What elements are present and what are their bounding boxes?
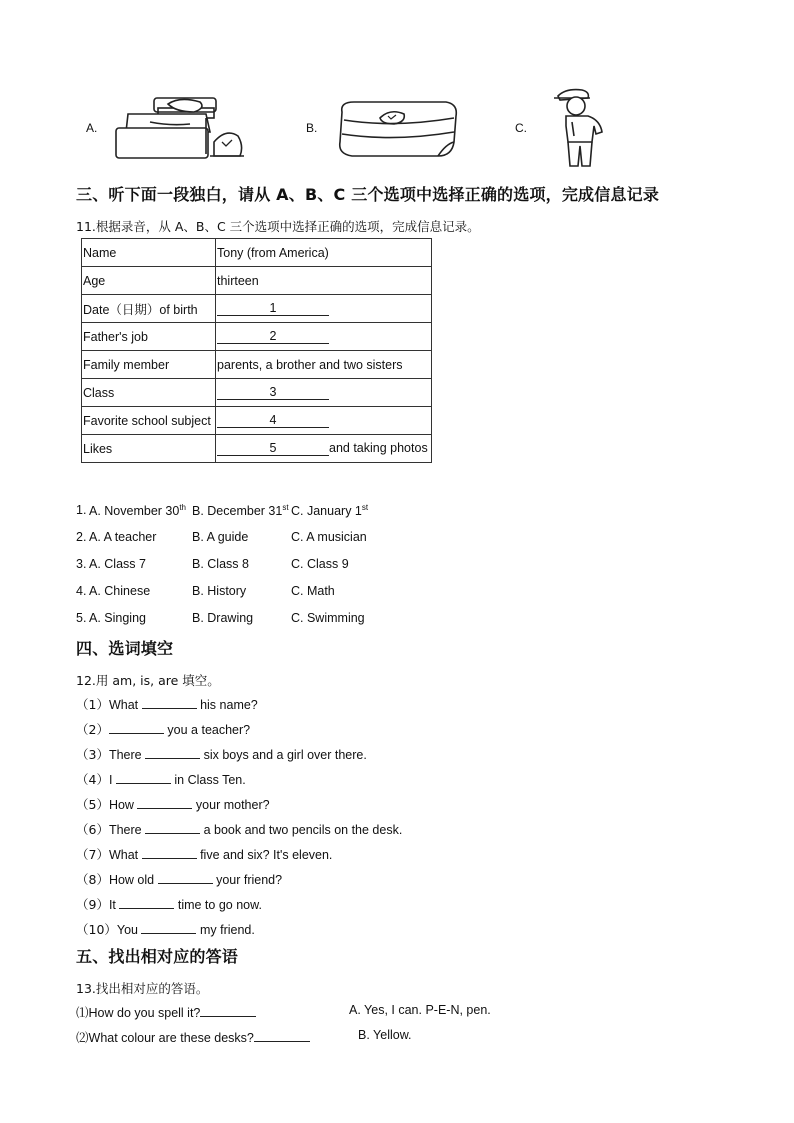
fill-item-after: time to go now. [174, 898, 262, 912]
choice-option-c-text: C. Swimming [291, 611, 365, 625]
info-table-value: Tony (from America) [216, 239, 432, 267]
fill-item-after: your friend? [212, 873, 283, 887]
fill-blank[interactable] [116, 771, 171, 784]
match-blank[interactable] [254, 1029, 310, 1042]
fill-item-number: （10） [76, 922, 117, 937]
fill-blank[interactable] [137, 796, 192, 809]
answer-blank[interactable]: 1 [217, 301, 329, 316]
info-table-row [82, 267, 432, 295]
info-table-value [216, 435, 432, 463]
fill-item-before: There [108, 748, 146, 762]
fill-item-number: （4） [76, 772, 109, 787]
info-table-label: Likes [82, 435, 216, 463]
info-record-table [81, 238, 432, 463]
info-table-label: Father's job [82, 323, 216, 351]
fill-blank[interactable] [119, 896, 174, 909]
section-3-title: 三、听下面一段独白，请从 A、B、C 三个选项中选择正确的选项，完成信息记录 [76, 185, 660, 204]
boy-with-cap-illustration [550, 86, 610, 170]
match-answer: A. Yes, I can. P-E-N, pen. [349, 1003, 491, 1017]
fill-item-after: a book and two pencils on the desk. [200, 823, 403, 837]
fill-item [76, 845, 332, 863]
info-table-value [216, 407, 432, 435]
fill-item-number: （8） [76, 872, 109, 887]
choice-option-a-text: A. Singing [89, 611, 146, 625]
fill-item-after: my friend. [196, 923, 255, 937]
choice-option-c-text: C. Class 9 [291, 557, 349, 571]
fill-blank[interactable] [142, 846, 197, 859]
choice-option-a[interactable] [89, 530, 156, 544]
choice-option-c-text: C. January 1 [291, 504, 362, 519]
fill-item-number: （9） [76, 897, 109, 912]
match-item [76, 1028, 310, 1046]
fill-blank[interactable] [158, 871, 213, 884]
choice-option-a-text: A. A teacher [89, 530, 157, 544]
answer-blank[interactable]: 3 [217, 385, 329, 400]
fill-item [76, 920, 255, 938]
fill-item-after: six boys and a girl over there. [200, 748, 367, 762]
choice-option-b[interactable] [192, 611, 253, 625]
fill-item [76, 695, 258, 713]
section-5-title: 五、找出相对应的答语 [76, 947, 239, 966]
bed-and-cap-illustration [110, 94, 250, 164]
info-table-value [216, 295, 432, 323]
info-table-value: parents, a brother and two sisters [216, 351, 432, 379]
info-table-row [82, 407, 432, 435]
choice-option-a-text: A. Chinese [89, 584, 151, 598]
choice-option-b[interactable] [192, 530, 248, 544]
info-table-row [82, 435, 432, 463]
choice-option-c[interactable] [291, 530, 367, 544]
choice-number: 1. [76, 503, 87, 517]
fill-item-before: How [108, 798, 138, 812]
fill-item-number: （2） [76, 722, 109, 737]
choice-option-b-text: B. A guide [192, 530, 249, 544]
choice-option-b-superscript: st [282, 503, 289, 512]
choice-option-a[interactable] [89, 557, 146, 571]
folded-quilt-illustration [334, 98, 462, 162]
fill-blank[interactable] [109, 721, 164, 734]
question-13-text: 13.找出相对应的答语。 [76, 981, 209, 996]
answer-blank[interactable]: 4 [217, 413, 329, 428]
choice-option-c[interactable] [291, 584, 335, 598]
choice-option-a-text: A. Class 7 [89, 557, 146, 571]
fill-item-before: What [108, 698, 142, 712]
match-item [76, 1003, 256, 1021]
fill-item-after: his name? [196, 698, 258, 712]
info-table-label: Class [82, 379, 216, 407]
choice-option-c-superscript: st [361, 503, 369, 512]
fill-item-number: （7） [76, 847, 109, 862]
info-table-value: thirteen [216, 267, 432, 295]
info-table-label: Age [82, 267, 216, 295]
choice-option-c[interactable] [291, 503, 368, 518]
fill-item-number: （6） [76, 822, 109, 837]
answer-blank[interactable]: 5 [217, 441, 329, 456]
fill-item-after: five and six? It's eleven. [196, 848, 333, 862]
fill-item-number: （1） [76, 697, 109, 712]
fill-item [76, 720, 250, 738]
fill-item-before: What [108, 848, 142, 862]
match-answer: B. Yellow. [358, 1028, 412, 1042]
choice-option-b-text: B. December 31 [192, 504, 283, 519]
info-table-row [82, 351, 432, 379]
match-item-question: What colour are these desks? [88, 1031, 254, 1045]
fill-item-before: How old [108, 873, 158, 887]
match-blank[interactable] [200, 1004, 256, 1017]
choice-number: 4. [76, 584, 87, 598]
choice-option-a[interactable] [89, 503, 186, 518]
info-table-row [82, 379, 432, 407]
fill-item-number: （5） [76, 797, 109, 812]
choice-option-c[interactable] [291, 611, 365, 625]
choice-option-a-text: A. November 30 [89, 504, 180, 519]
choice-option-b-text: B. Class 8 [192, 557, 249, 571]
fill-item-number: （3） [76, 747, 109, 762]
match-item-question: How do you spell it? [88, 1006, 201, 1020]
fill-item-before: There [108, 823, 146, 837]
choice-option-b[interactable] [192, 503, 289, 518]
fill-item [76, 895, 262, 913]
info-table-label: Favorite school subject [82, 407, 216, 435]
choice-option-c-text: C. A musician [291, 530, 367, 544]
option-c-label: C. [515, 121, 527, 135]
option-b-label: B. [306, 121, 318, 135]
choice-option-b-text: B. History [192, 584, 247, 598]
choice-option-b-text: B. Drawing [192, 611, 254, 625]
answer-blank[interactable]: 2 [217, 329, 329, 344]
fill-blank[interactable] [145, 821, 200, 834]
option-a-label: A. [86, 121, 98, 135]
question-12-text: 12.用 am, is, are 填空。 [76, 673, 220, 688]
fill-item-before: It [108, 898, 120, 912]
info-table-value [216, 323, 432, 351]
fill-item-after: in Class Ten. [170, 773, 246, 787]
info-table-label: Name [82, 239, 216, 267]
choice-option-c-text: C. Math [291, 584, 335, 598]
choice-number: 3. [76, 557, 87, 571]
info-table-row [82, 295, 432, 323]
choice-option-b[interactable] [192, 584, 246, 598]
info-table-value [216, 379, 432, 407]
fill-item-after: your mother? [192, 798, 270, 812]
info-table-row [82, 323, 432, 351]
fill-item [76, 745, 367, 763]
fill-blank[interactable] [145, 746, 200, 759]
choice-option-c[interactable] [291, 557, 349, 571]
choice-number: 5. [76, 611, 87, 625]
info-table-label: Date（日期）of birth [82, 295, 216, 323]
choice-option-a-superscript: th [179, 503, 186, 512]
fill-item [76, 770, 246, 788]
fill-item [76, 870, 282, 888]
question-11-text: 11.根据录音，从 A、B、C 三个选项中选择正确的选项，完成信息记录。 [76, 219, 480, 234]
fill-item-before: I [108, 773, 116, 787]
info-table-suffix: and taking photos [329, 441, 428, 455]
fill-item-after: you a teacher? [163, 723, 251, 737]
choice-number: 2. [76, 530, 87, 544]
choice-option-b[interactable] [192, 557, 249, 571]
fill-item-before: You [116, 923, 142, 937]
choice-option-a[interactable] [89, 584, 150, 598]
fill-blank[interactable] [141, 921, 196, 934]
fill-item [76, 820, 402, 838]
info-table-label: Family member [82, 351, 216, 379]
match-item-number: ⑵ [76, 1031, 89, 1045]
info-table-row [82, 239, 432, 267]
fill-blank[interactable] [142, 696, 197, 709]
match-item-number: ⑴ [76, 1006, 89, 1020]
choice-option-a[interactable] [89, 611, 146, 625]
fill-item [76, 795, 270, 813]
section-4-title: 四、选词填空 [76, 639, 174, 658]
